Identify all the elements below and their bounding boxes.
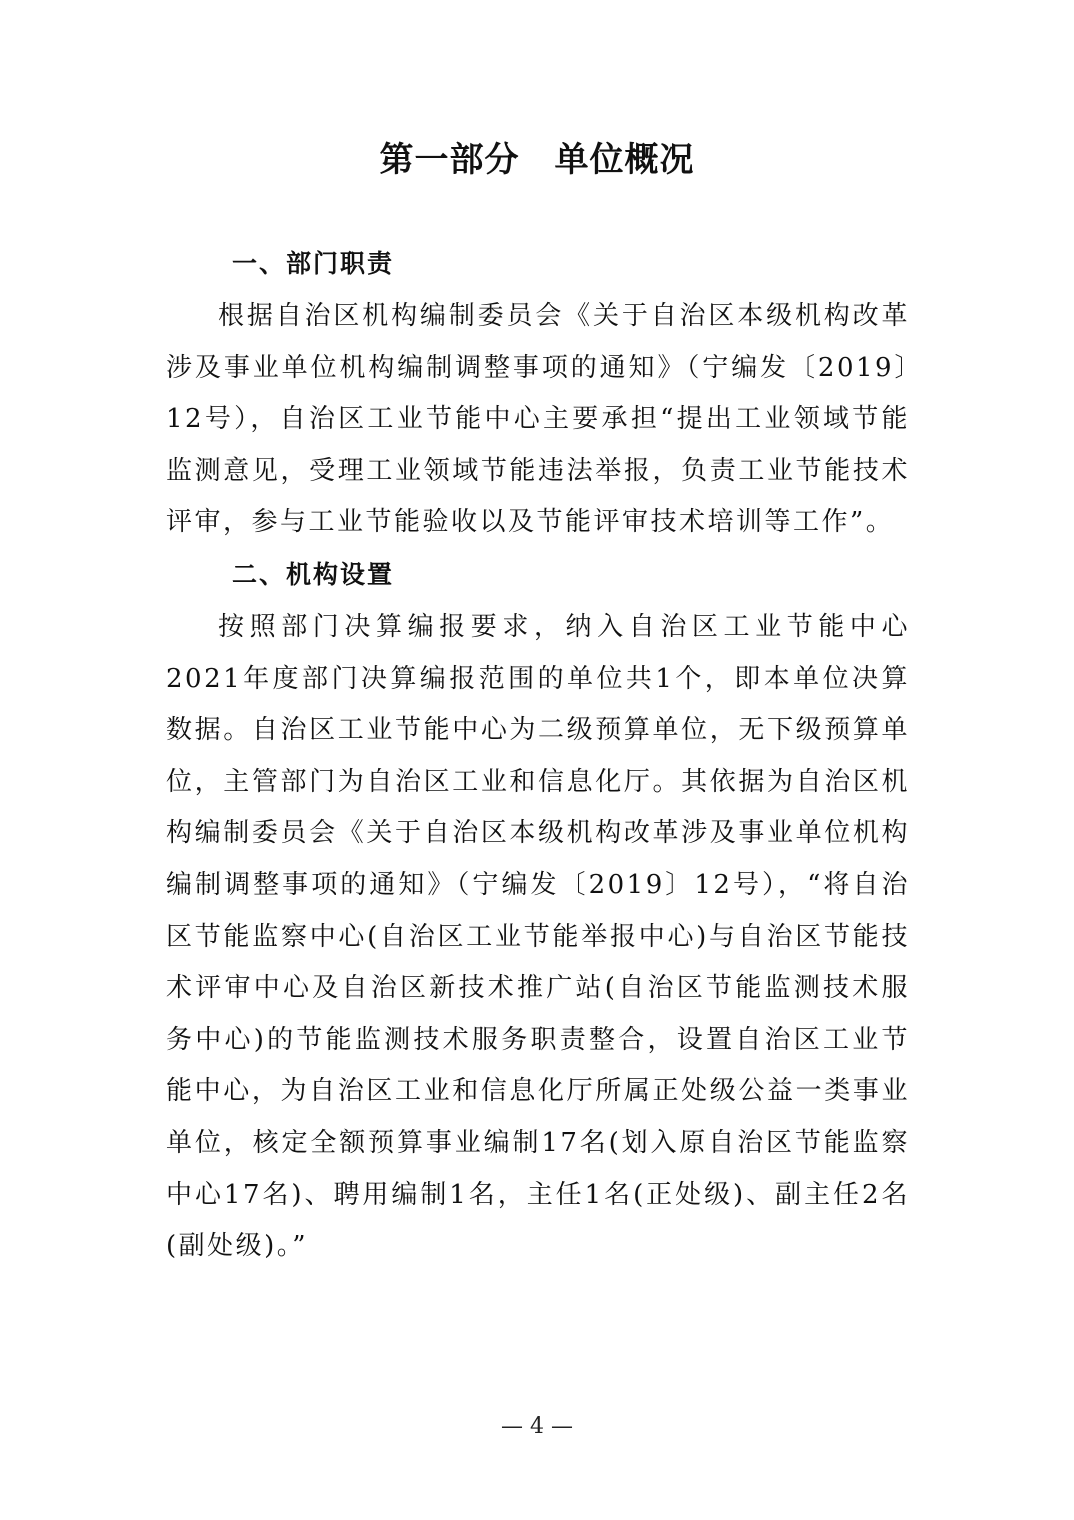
paragraph-organization-setup: 按照部门决算编报要求，纳入自治区工业节能中心2021年度部门决算编报范围的单位共1个，即本单位决算数据。自治区工业节能中心为二级预算单位，无下级预算单位，主管部门为自治区工业和信息化厅。其依据为自治区机构编制委员会《关于自治区本级机构改革涉及事业单位机构编制调整事项的通知》（宁编发〔2019〕12号），“将自治区节能监察中心(自治区工业节能举报中心)与自治区节能技术评审中心及自治区新技术推广站(自治区节能监测技术服务中心)的节能监测技术服务职责整合，设置自治区工业节能中心，为自治区工业和信息化厅所属正处级公益一类事业单位，核定全额预算事业编制17名(划入原自治区节能监察中心17名)、聘用编制1名，主任1名(正处级)、副主任2名(副处级)。” xyxy=(166,611,910,1262)
page-title: 第一部分 单位概况 xyxy=(379,140,695,180)
section-heading-organization-setup: 二、机构设置 xyxy=(232,559,395,589)
document-body xyxy=(166,238,910,1273)
page-number: — 4 — xyxy=(501,1414,573,1439)
paragraph-department-duties: 根据自治区机构编制委员会《关于自治区本级机构改革涉及事业单位机构编制调整事项的通知》（宁编发〔2019〕12号），自治区工业节能中心主要承担“提出工业领域节能监测意见，受理工业领域节能违法举报，负责工业节能技术评审，参与工业节能验收以及节能评审技术培训等工作”。 xyxy=(166,301,910,538)
section-heading-department-duties: 一、部门职责 xyxy=(232,249,395,278)
